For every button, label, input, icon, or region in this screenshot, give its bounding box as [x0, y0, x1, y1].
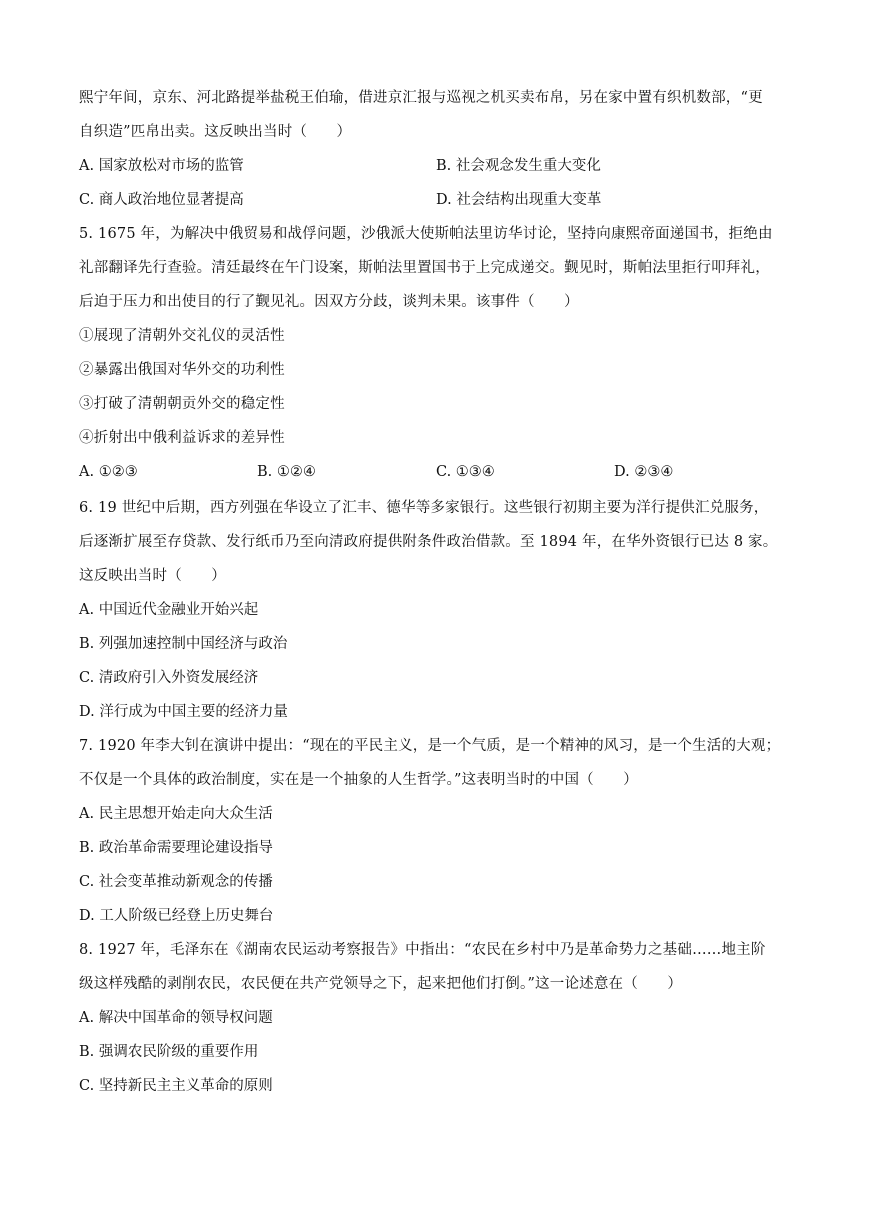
q8-option-c: C. 坚持新民主主义革命的原则: [79, 1078, 273, 1094]
q8-option-a: A. 解决中国革命的领导权问题: [79, 1010, 273, 1026]
q7-option-c: C. 社会变革推动新观念的传播: [79, 874, 273, 890]
q8-option-b: B. 强调农民阶级的重要作用: [79, 1044, 259, 1060]
q5-option-c: C. ①③④: [436, 464, 495, 480]
q6-line-3: 这反映出当时（ ）: [79, 568, 226, 584]
q4-line-2: 自织造”匹帛出卖。这反映出当时（ ）: [79, 124, 352, 140]
q8-line-1: 8. 1927 年，毛泽东在《湖南农民运动考察报告》中指出：“农民在乡村中乃是革命势力之基础……地主阶: [79, 942, 766, 958]
q8-line-2: 级这样残酷的剥削农民，农民便在共产党领导之下，起来把他们打倒。”这一论述意在（ ）: [79, 976, 683, 992]
q7-line-2: 不仅是一个具体的政治制度，实在是一个抽象的人生哲学。”这表明当时的中国（ ）: [79, 772, 638, 788]
q4-line-1: 熙宁年间，京东、河北路提举盐税王伯瑜，借进京汇报与巡视之机买卖布帛，另在家中置有织机数部，“更: [79, 90, 763, 106]
q5-statement-4: ④折射出中俄利益诉求的差异性: [79, 430, 285, 446]
q6-option-d: D. 洋行成为中国主要的经济力量: [79, 704, 288, 720]
q5-statement-3: ③打破了清朝朝贡外交的稳定性: [79, 396, 285, 412]
q5-option-d: D. ②③④: [614, 464, 674, 480]
q7-line-1: 7. 1920 年李大钊在演讲中提出：“现在的平民主义，是一个气质，是一个精神的风习，是一个生活的大观；: [79, 738, 781, 754]
q5-statement-2: ②暴露出俄国对华外交的功利性: [79, 362, 285, 378]
q6-option-b: B. 列强加速控制中国经济与政治: [79, 636, 288, 652]
q7-option-b: B. 政治革命需要理论建设指导: [79, 840, 273, 856]
q4-option-c: C. 商人政治地位显著提高: [79, 192, 244, 208]
q5-statement-1: ①展现了清朝外交礼仪的灵活性: [79, 328, 285, 344]
q5-option-a: A. ①②③: [79, 464, 138, 480]
q6-line-2: 后逐渐扩展至存贷款、发行纸币乃至向清政府提供附条件政治借款。至 1894 年，在华外资银行已达 8 家。: [79, 534, 778, 550]
q6-line-1: 6. 19 世纪中后期，西方列强在华设立了汇丰、德华等多家银行。这些银行初期主要为洋行提供汇兑服务，: [79, 500, 769, 516]
q4-option-d: D. 社会结构出现重大变革: [436, 192, 602, 208]
q6-option-c: C. 清政府引入外资发展经济: [79, 670, 259, 686]
q7-option-a: A. 民主思想开始走向大众生活: [79, 806, 273, 822]
q5-line-1: 5. 1675 年，为解决中俄贸易和战俘问题，沙俄派大使斯帕法里访华讨论，坚持向康熙帝面递国书，拒绝由: [79, 226, 773, 242]
q5-option-b: B. ①②④: [257, 464, 316, 480]
q5-line-2: 礼部翻译先行查验。清廷最终在午门设案，斯帕法里置国书于上完成递交。觐见时，斯帕法里拒行叩拜礼，: [79, 260, 770, 276]
q4-option-b: B. 社会观念发生重大变化: [436, 158, 601, 174]
q5-line-3: 后迫于压力和出使目的行了觐见礼。因双方分歧，谈判未果。该事件（ ）: [79, 294, 579, 310]
q4-option-a: A. 国家放松对市场的监管: [79, 158, 244, 174]
q6-option-a: A. 中国近代金融业开始兴起: [79, 602, 259, 618]
q7-option-d: D. 工人阶级已经登上历史舞台: [79, 908, 274, 924]
